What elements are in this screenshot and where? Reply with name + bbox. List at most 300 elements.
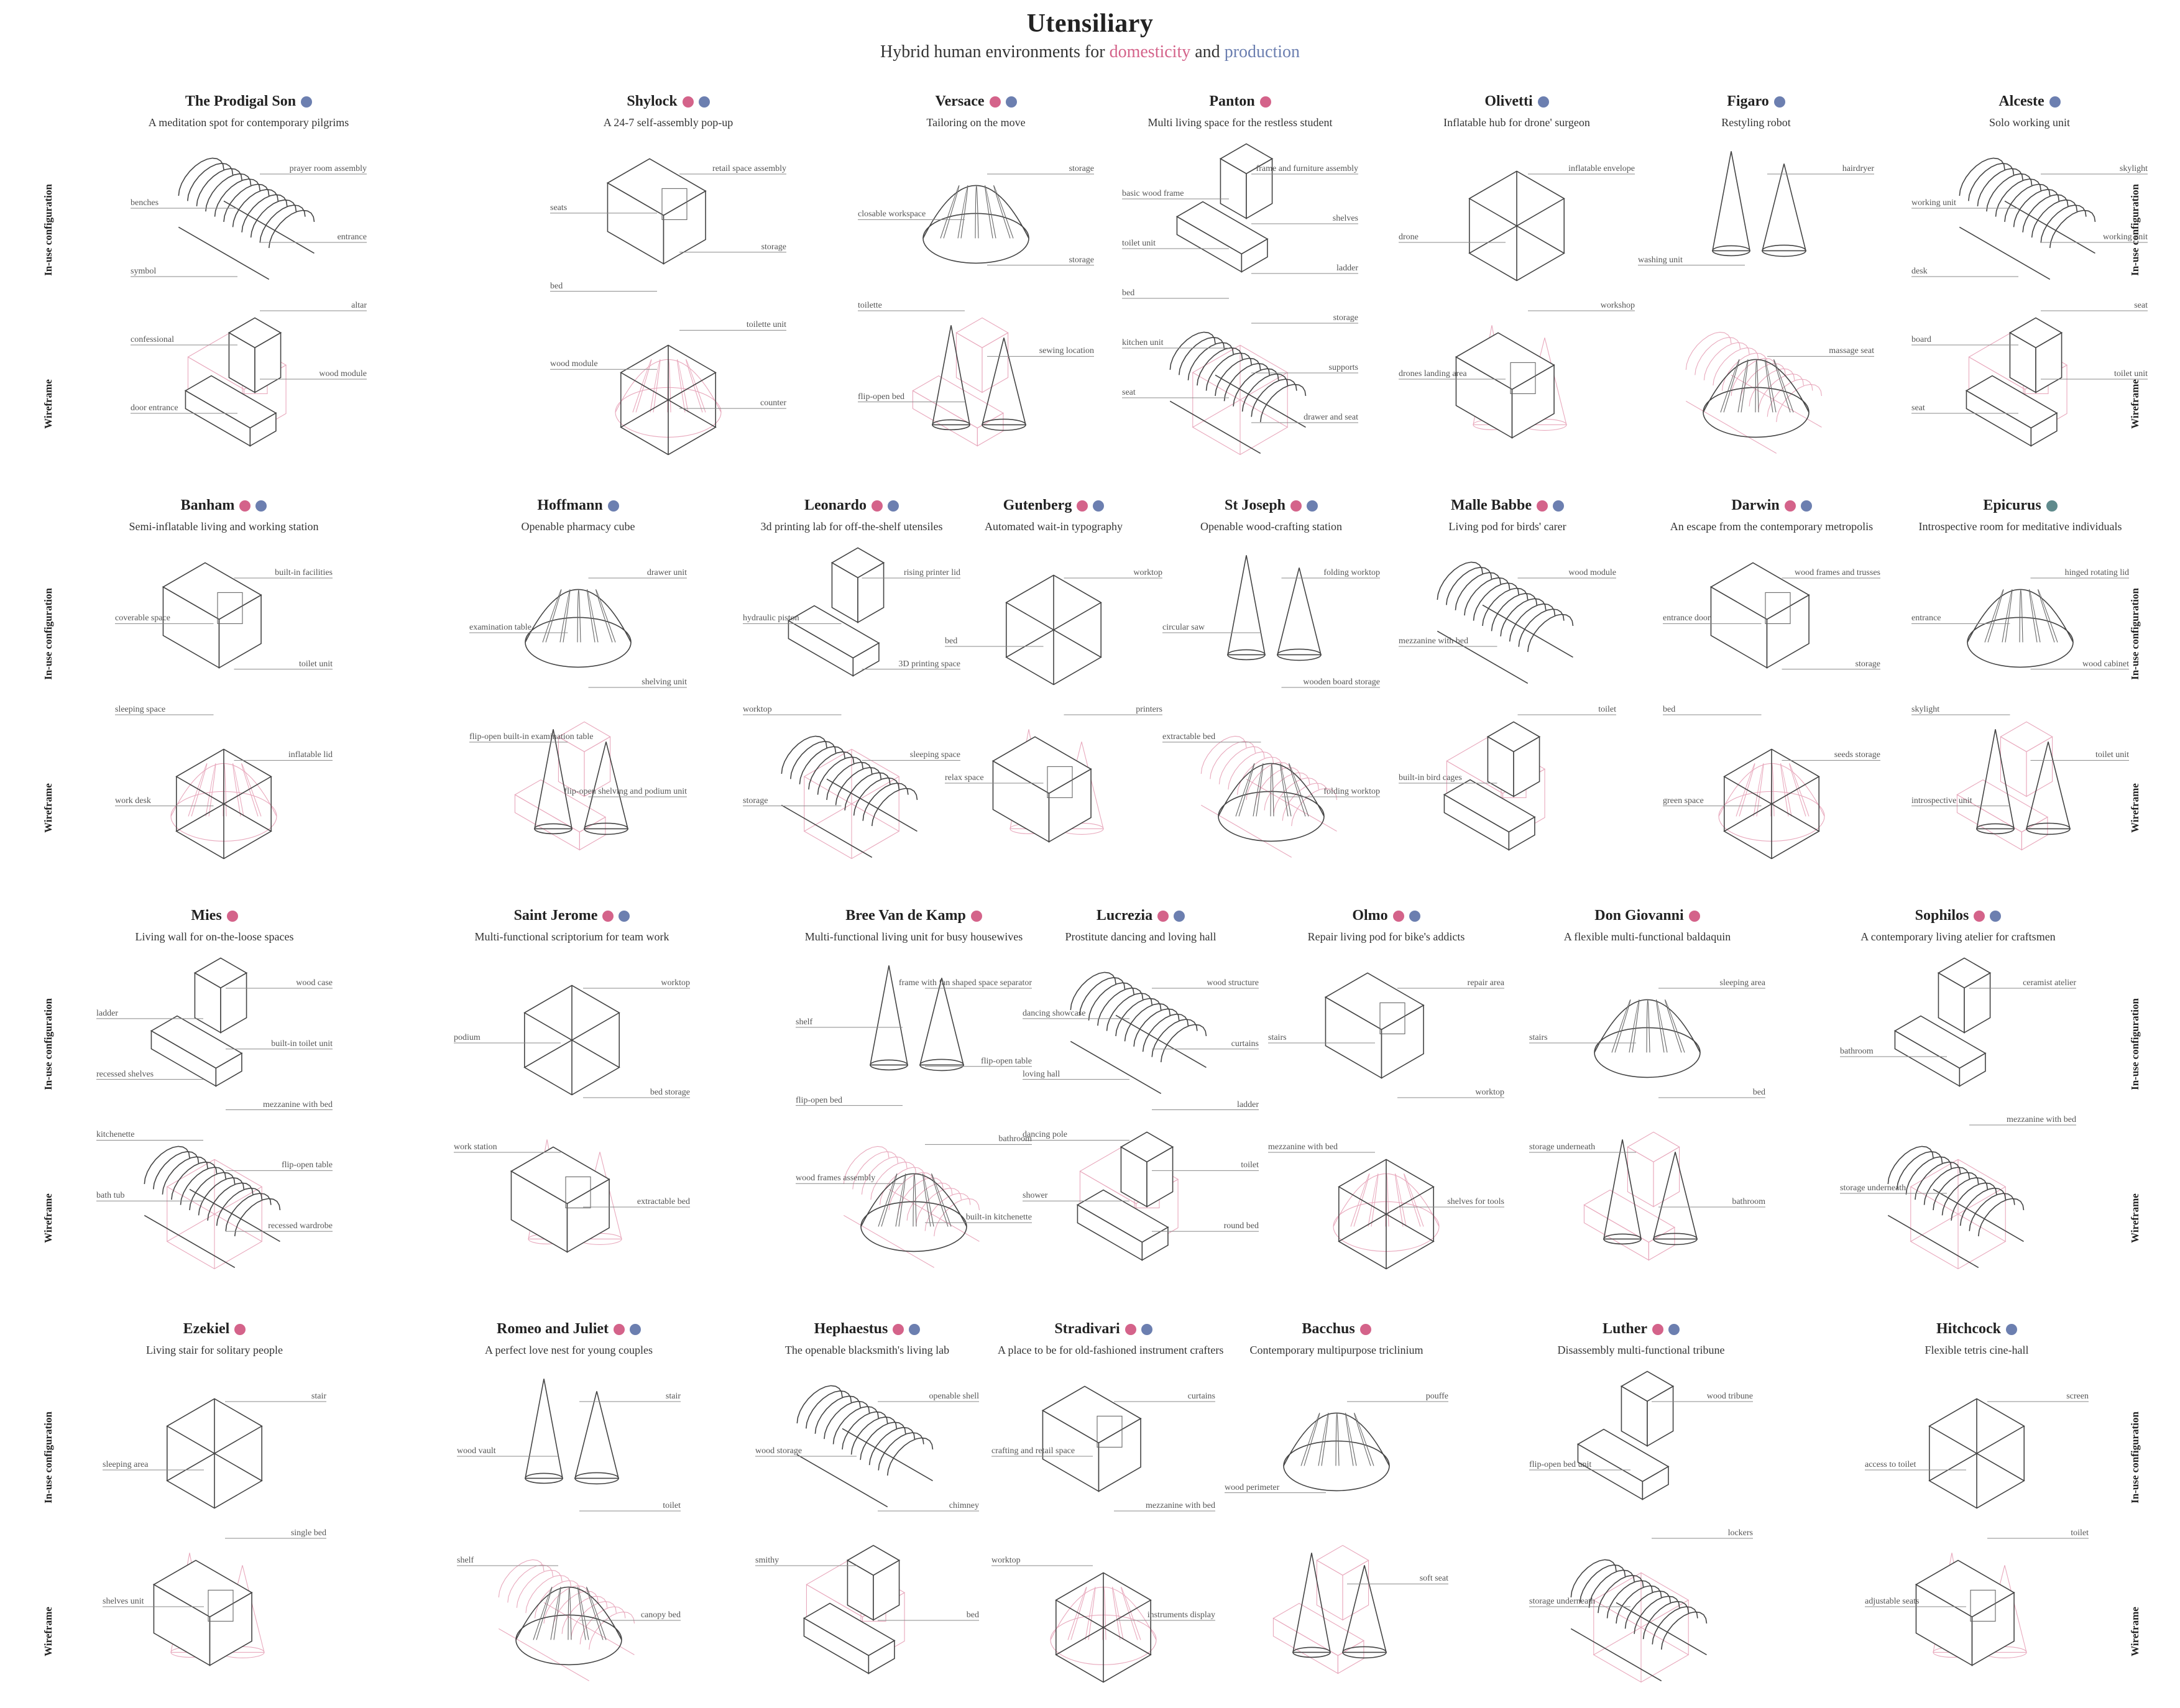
in-use-drawing [1578,1371,1673,1499]
callout-label: mezzanine with bed [1268,1142,1338,1152]
callout-label: recessed shelves [96,1069,154,1079]
unit-panel [550,93,786,466]
row-label-inuse-1-left: In-use configuration [42,184,54,276]
tower-shape [847,1545,899,1620]
unit-panel [469,497,687,870]
unit-description: Contemporary multipurpose triclinium [1249,1344,1423,1356]
callout-label: built-in kitchenette [965,1213,1032,1223]
unit-description: Multi living space for the restless student [1147,116,1333,129]
domesticity-dot [1652,1324,1663,1335]
callout-label: recessed wardrobe [268,1221,333,1231]
callout-label: instruments display [1147,1610,1215,1620]
unit-description: The openable blacksmith's living lab [784,1344,950,1356]
callout-label: supports [1328,363,1358,372]
unit-drawing [463,1371,674,1694]
callout-label: folding worktop [1323,787,1380,796]
unit-title-row [121,497,326,514]
tower-shape [1121,1132,1172,1206]
wireframe-drawing [1444,722,1545,850]
callout-label: bed storage [650,1088,690,1097]
unit-title-row [1846,907,2070,924]
domesticity-dot [683,96,694,108]
callout-label: wood module [550,359,598,369]
domesticity-dot [1393,911,1404,922]
callout-label: toilet unit [2095,750,2129,760]
unit-panel [858,93,1094,466]
vault-shape [178,158,314,279]
domesticity-dot [1689,911,1700,922]
production-dot [1093,500,1104,512]
callout-label: drones landing area [1399,369,1467,379]
unit-description: A 24-7 self-assembly pop-up [603,116,734,129]
unit-panel [1122,93,1358,466]
unit-description: A place to be for old-fashioned instrument crafters [998,1344,1224,1356]
unit-drawing [998,1371,1209,1694]
wireframe-drawing [1584,1132,1697,1260]
unit-description: A flexible multi-functional baldaquin [1563,930,1731,943]
unit-description: Semi-inflatable living and working station [129,520,319,533]
tower-shape [1220,144,1272,218]
in-use-drawing [167,1398,262,1508]
unit-title-row [1669,497,1874,514]
wireframe-drawing [511,1139,622,1252]
in-use-drawing [797,1385,932,1507]
callout-label: shelves [1332,214,1358,223]
in-use-drawing [525,589,631,667]
in-use-drawing [151,958,246,1086]
unit-title: Bree Van de Kamp [845,907,966,924]
callout-label: folding worktop [1323,568,1380,577]
callout-label: work desk [115,796,151,806]
vault-shape [781,736,917,857]
callout-label: inflatable lid [288,750,333,760]
callout-label: coverable space [115,613,170,623]
unit-panel [991,1321,1224,1694]
callout-label: curtains [1231,1039,1259,1049]
wireframe-drawing [144,1146,280,1269]
unit-title: Shylock [627,93,678,109]
unit-description: Inflatable hub for drone' surgeon [1443,116,1590,129]
in-use-drawing [1469,171,1564,280]
bench-shape [1273,1604,1363,1674]
tower-shape [1627,1132,1679,1206]
callout-label: shelf [457,1556,474,1565]
callout-label: stairs [1529,1033,1548,1042]
unit-title-row [137,93,361,110]
callout-label: bathroom [998,1134,1032,1144]
unit-drawing [1918,143,2141,466]
callout-label: wooden board storage [1303,677,1380,687]
unit-title: Olivetti [1484,93,1533,109]
callout-label: storage [761,242,786,252]
callout-label: closable workspace [858,209,926,219]
unit-drawing [761,1371,973,1694]
wireframe-drawing [185,318,286,446]
frame-shape [1911,1159,2005,1269]
unit-description: Solo working unit [1989,116,2070,129]
callout-label: shower [1023,1191,1048,1201]
production-dot [2006,1324,2017,1335]
production-dot [1990,911,2001,922]
cube-shape [163,562,261,668]
callout-label: flip-open bed [796,1095,843,1105]
unit-description: Living wall for on-the-loose spaces [135,930,294,943]
callout-label: desk [1911,267,1928,276]
unit-title: Darwin [1731,497,1780,513]
unit-title-row [556,93,780,110]
callout-label: worktop [1475,1088,1504,1097]
cone-shape [1977,729,2070,834]
unit-title: Stradivari [1054,1321,1120,1337]
wireframe-drawing [844,1146,979,1267]
callout-label: wood storage [755,1446,803,1456]
frame-shape [804,749,899,858]
callout-label: bed [550,281,563,291]
callout-label: printers [1136,705,1162,714]
cone-shape [1713,151,1806,256]
callout-label: flip-open bed [858,392,905,402]
production-dot [1668,1324,1680,1335]
unit-panel [755,1321,979,1694]
callout-label: toilet [1598,705,1616,714]
unit-drawing [1231,1371,1442,1694]
unit-drawing [1274,957,1498,1280]
unit-panel [1268,907,1504,1280]
row-label-inuse-3-left: In-use configuration [42,998,54,1090]
callout-label: access to toilet [1865,1460,1916,1469]
domesticity-dot [1974,911,1985,922]
callout-label: flip-open table [281,1160,333,1170]
production-dot [1538,96,1549,108]
callout-label: bed [966,1610,979,1620]
unit-panel [1663,497,1880,870]
callout-label: relax space [945,773,984,783]
unit-drawing [476,547,681,870]
wireframe-drawing [1170,332,1305,454]
callout-label: dancing pole [1023,1130,1067,1140]
subtitle-domesticity: domesticity [1109,42,1191,62]
callout-label: board [1911,335,1931,344]
in-use-drawing [178,158,314,279]
vault-shape [1959,158,2095,279]
vault-shape [144,1146,280,1267]
tower-shape [1938,958,1990,1032]
unit-description: Openable pharmacy cube [521,520,635,533]
production-dot [888,500,899,512]
callout-label: wood frames assembly [796,1173,876,1183]
production-dot [699,96,710,108]
callout-label: skylight [1911,705,1940,714]
frame-shape [525,985,619,1095]
callout-label: flip-open bed unit [1529,1460,1592,1469]
wireframe-drawing [1719,749,1824,858]
row-label-inuse-2-right: In-use configuration [2129,588,2141,680]
callout-label: hairdryer [1842,164,1874,173]
callout-label: wood tribune [1706,1392,1753,1401]
unit-panel [1865,1321,2089,1694]
tower-shape [956,318,1008,392]
unit-description: Disassembly multi-functional tribune [1557,1344,1725,1356]
unit-description: Openable wood-crafting station [1200,520,1342,533]
unit-title-row [1535,907,1759,924]
callout-label: sleeping area [103,1460,149,1469]
callout-label: storage [1333,313,1358,323]
cube-shape [1456,333,1554,438]
callout-label: openable shell [929,1392,979,1401]
cube-shape [993,737,1091,842]
wireframe-drawing [1957,722,2070,850]
production-dot [909,1324,920,1335]
callout-label: podium [454,1033,481,1042]
unit-title-row [1918,497,2123,514]
callout-label: toilet [2071,1528,2089,1538]
production-dot [1774,96,1785,108]
wireframe-drawing [171,749,277,858]
callout-label: screen [2066,1392,2089,1401]
callout-label: loving hall [1023,1069,1060,1079]
dome-shape [1967,589,2073,667]
production-dot [1553,500,1564,512]
callout-label: massage seat [1829,346,1874,356]
production-dot [1141,1324,1152,1335]
callout-label: drawer unit [646,568,687,577]
callout-label: lockers [1727,1528,1753,1538]
callout-label: storage underneath [1840,1183,1906,1193]
unit-drawing [951,547,1156,870]
callout-label: seat [1911,403,1925,413]
cube-shape [511,1147,609,1252]
callout-label: entrance [1911,613,1941,623]
row-label-wire-1-right: Wireframe [2129,379,2141,429]
callout-label: wood frames and trusses [1794,568,1880,577]
unit-drawing [1169,547,1374,870]
callout-label: crafting and retail space [991,1446,1075,1456]
callout-label: toilet unit [298,659,333,669]
unit-panel [1911,497,2129,870]
unit-panel [1225,1321,1448,1694]
callout-label: stair [665,1392,681,1401]
in-use-drawing [1437,562,1573,683]
unit-title: The Prodigal Son [185,93,297,109]
in-use-drawing [1325,973,1423,1078]
unit-panel [945,497,1162,870]
wireframe-drawing [1456,325,1566,438]
category-dot [2046,500,2058,512]
unit-panel [1399,93,1635,466]
wireframe-drawing [615,345,721,454]
unit-title-row [864,93,1088,110]
domesticity-dot [1537,500,1548,512]
unit-title-row [749,497,954,514]
callout-label: washing unit [1638,255,1683,265]
callout-label: green space [1663,796,1704,806]
callout-label: counter [760,398,786,408]
callout-label: storage [1069,164,1094,173]
callout-label: extractable bed [1162,732,1216,742]
callout-label: mezzanine with bed [1399,636,1468,646]
callout-label: curtains [1187,1392,1215,1401]
tower-shape [1621,1371,1673,1446]
unit-drawing [109,1371,320,1694]
callout-label: storage [1855,659,1880,669]
unit-description: Repair living pod for bike's addicts [1307,930,1465,943]
unit-drawing [103,957,326,1280]
wireframe-drawing [1966,318,2067,446]
unit-panel [131,93,367,466]
callout-label: ladder [1237,1100,1259,1109]
callout-label: introspective unit [1911,796,1972,806]
cube-shape [154,1560,252,1665]
callout-label: single bed [290,1528,326,1538]
unit-title-row [1405,497,1610,514]
cone-shape [1293,1553,1386,1658]
callout-label: flip-open built-in examination table [469,732,594,742]
callout-label: hydraulic piston [743,613,799,623]
in-use-drawing [923,185,1029,263]
unit-title-row [1918,93,2141,110]
callout-label: entrance [337,232,367,242]
unit-title: Romeo and Juliet [497,1321,609,1337]
unit-title-row [998,1321,1209,1338]
callout-label: wood perimeter [1225,1482,1280,1492]
cube-shape [1042,1386,1141,1491]
vault-shape [1170,332,1305,453]
in-use-drawing [1929,1398,2024,1508]
in-use-drawing [788,548,883,676]
unit-title: Luther [1603,1321,1647,1337]
row-label-wire-3-left: Wireframe [42,1193,54,1243]
domesticity-dot [1290,500,1302,512]
wireframe-drawing [1916,1553,2026,1665]
unit-description: Tailoring on the move [926,116,1026,129]
callout-label: wood module [1568,568,1616,577]
callout-label: mezzanine with bed [2007,1115,2076,1124]
callout-label: shelves unit [103,1597,144,1606]
unit-title: Ezekiel [183,1321,230,1337]
unit-drawing [1405,547,1610,870]
production-dot [619,911,630,922]
row-label-wire-3-right: Wireframe [2129,1193,2141,1243]
callout-label: drawer and seat [1304,413,1358,422]
callout-label: built-in bird cages [1399,773,1462,783]
subtitle-prefix: Hybrid human environments for [880,42,1110,62]
unit-panel [1911,93,2148,466]
unit-description: Automated wait-in typography [985,520,1123,533]
callout-label: built-in facilities [275,568,333,577]
tower-shape [2000,722,2052,796]
callout-label: worktop [1133,568,1162,577]
callout-label: mezzanine with bed [1146,1501,1215,1510]
unit-title-row [1405,93,1629,110]
callout-label: stair [311,1392,326,1401]
in-use-drawing [1711,562,1809,668]
production-dot [1409,911,1420,922]
dome-shape [525,589,631,667]
unit-panel [743,497,960,870]
unit-title: St Joseph [1224,497,1286,513]
callout-label: pouffe [1425,1392,1448,1401]
callout-label: storage [1069,255,1094,265]
wireframe-drawing [1077,1132,1178,1260]
callout-label: sleeping space [115,705,166,714]
callout-label: built-in toilet unit [271,1039,333,1049]
unit-title: Mies [191,907,222,924]
unit-title-row [1231,1321,1442,1338]
unit-drawing [749,547,954,870]
unit-title: Banham [180,497,235,513]
row-label-wire-4-left: Wireframe [42,1607,54,1656]
poster-title: Utensiliary [1026,9,1154,38]
domesticity-dot [1077,500,1088,512]
wireframe-drawing [1571,1559,1706,1682]
unit-drawing [864,143,1088,466]
callout-label: examination table [469,623,531,632]
unit-panel [454,907,690,1280]
unit-title-row [109,1321,320,1338]
in-use-drawing [1228,555,1321,660]
callout-label: ladder [1336,264,1358,273]
in-use-drawing [525,1379,619,1484]
unit-panel [1529,907,1765,1280]
callout-label: kitchenette [96,1130,135,1140]
unit-description: Restyling robot [1721,116,1791,129]
unit-title: Leonardo [804,497,867,513]
poster-header [0,9,2180,62]
domesticity-dot [227,911,238,922]
callout-label: shelves for tools [1447,1197,1504,1206]
in-use-drawing [1713,151,1806,256]
unit-title: Bacchus [1302,1321,1355,1337]
domesticity-dot [602,911,614,922]
in-use-drawing [1284,1413,1389,1490]
callout-label: wood case [296,978,333,988]
unit-title: Hitchcock [1936,1321,2001,1337]
callout-label: confessional [131,335,174,344]
wireframe-drawing [154,1553,264,1665]
cone-shape [1228,555,1321,660]
tower-shape [2010,318,2061,392]
cone-shape [932,325,1026,430]
domesticity-dot [614,1324,625,1335]
unit-panel [1023,907,1259,1280]
unit-title-row [463,1321,674,1338]
dome-shape [516,1587,622,1664]
domesticity-dot [1785,500,1796,512]
callout-label: retail space assembly [712,164,786,173]
unit-title: Hoffmann [537,497,603,513]
unit-title: Panton [1209,93,1255,109]
unit-description: Multi-functional living unit for busy housewives [804,930,1023,943]
row-label-wire-1-left: Wireframe [42,379,54,429]
domesticity-dot [1125,1324,1136,1335]
callout-label: bathroom [1732,1197,1765,1206]
callout-label: ladder [96,1008,118,1018]
callout-label: seat [2134,301,2148,310]
unit-title-row [1871,1321,2082,1338]
callout-label: adjustable seats [1865,1597,1920,1606]
callout-label: door entrance [131,403,178,413]
unit-description: Living pod for birds' carer [1448,520,1566,533]
in-use-drawing [1967,589,2073,667]
domesticity-dot [234,1324,246,1335]
callout-label: kitchen unit [1122,338,1164,347]
unit-title-row [802,907,1026,924]
tower-shape [832,548,883,622]
production-dot [255,500,267,512]
frame-shape [1929,1398,2024,1508]
cube-shape [1711,562,1809,668]
unit-description: Flexible tetris cine-hall [1925,1344,2029,1356]
